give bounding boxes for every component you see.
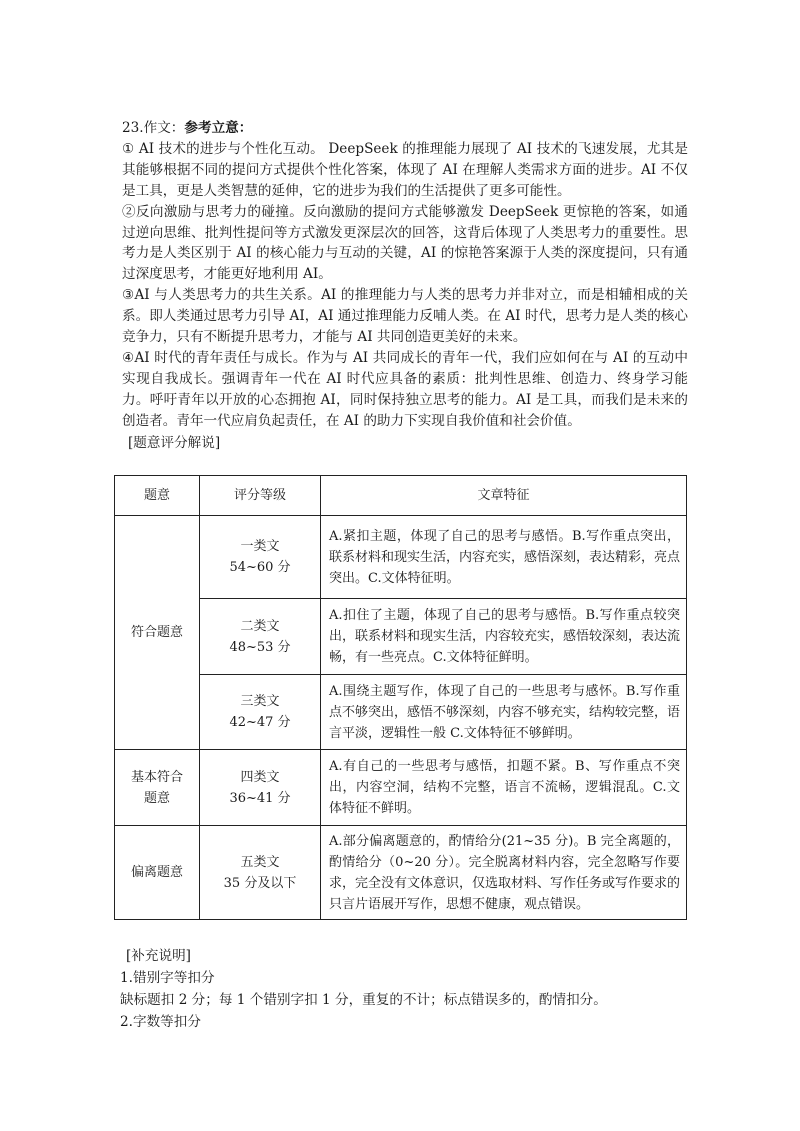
supplement-section (120, 945, 700, 1033)
grade-cell (200, 826, 321, 920)
table-row (115, 599, 687, 675)
grade-name: 三类文 (240, 694, 280, 709)
grade-score: 35 分及以下 (223, 875, 297, 891)
supplement-item: 缺标题扣 2 分；每 1 个错别字扣 1 分，重复的不计；标点错误多的，酌情扣分。 (120, 992, 607, 1008)
table-row (115, 826, 687, 920)
intent-paragraph-2: ②反向激励与思考力的碰撞。反向激励的提问方式能够激发 DeepSeek 更惊艳的答案，如通过逆向思维、批判性提问等方式激发更深层次的回答，这背后体现了人类思考力的重要性。思考力是人类区别于 AI 的核心能力与互动的关键，AI 的惊艳答案源于人类的深度提问，只有通过深度思考，才能更好地利用 AI。 (122, 203, 688, 283)
features-cell: A.围绕主题写作，体现了自己的一些思考与感怀。B.写作重点不够突出，感悟不够深刻，内容不够充实，结构较完整，语言平淡，逻辑性一般 C.文体特征不够鲜明。 (321, 675, 687, 750)
supplement-item: 2.字数等扣分 (120, 1014, 201, 1030)
category-line: 题意 (143, 790, 170, 806)
intent-paragraph-4: ④AI 时代的青年责任与成长。作为与 AI 共同成长的青年一代，我们应如何在与 AI 的互动中实现自我成长。强调青年一代在 AI 时代应具备的素质：批判性思维、创造力、终身学习能力。呼吁青年以开放的心态拥抱 AI，同时保持独立思考的能力。AI 是工具，而我们是未来的创造者。青年一代应肩负起责任，在 AI 的助力下实现自我价值和社会价值。 (122, 349, 688, 429)
intent-paragraph-3: ③AI 与人类思考力的共生关系。AI 的推理能力与人类的思考力并非对立，而是相辅相成的关系。即人类通过思考力引导 AI，AI 通过推理能力反哺人类。在 AI 时代，思考力是人类的核心竞争力，只有不断提升思考力，才能与 AI 共同创造更美好的未来。 (122, 287, 688, 346)
grade-name: 四类文 (240, 769, 280, 785)
reference-intent-section (122, 118, 688, 432)
grade-name: 五类文 (240, 854, 280, 870)
question-number: 23.作文： (122, 120, 185, 136)
question-heading (122, 118, 688, 139)
table-row (115, 516, 687, 599)
table-row (115, 675, 687, 750)
category-line: 基本符合 (130, 769, 183, 785)
category-cell (115, 750, 200, 826)
table-row (115, 750, 687, 826)
intent-paragraph-1: ① AI 技术的进步与个性化互动。 DeepSeek 的推理能力展现了 AI 技术的飞速发展，尤其是其能够根据不同的提问方式提供个性化答案，体现了 AI 在理解人类需求方面的进步。AI 不仅是工具，更是人类智慧的延伸，它的进步为我们的生活提供了更多可能性。 (122, 140, 688, 199)
grade-score: 54~60 分 (229, 560, 291, 575)
supplement-item: 1.错别字等扣分 (120, 970, 215, 986)
header-grade: 评分等级 (200, 476, 321, 516)
header-intent: 题意 (115, 476, 200, 516)
grade-cell (200, 750, 321, 826)
reference-intent-label: 参考立意： (184, 120, 253, 136)
grading-explanation-label: [题意评分解说] (128, 435, 221, 451)
grade-cell (200, 599, 321, 675)
features-cell: A.部分偏离题意的，酌情给分(21~35 分)。B 完全离题的，酌情给分（0~20 分）。完全脱离材料内容，完全忽略写作要求，完全没有文体意识，仅选取材料、写作任务或写作要求的只言片语展开写作，思想不健康，观点错误。 (321, 826, 687, 920)
category-cell: 偏离题意 (115, 826, 200, 920)
features-cell: A.扣住了主题，体现了自己的思考与感悟。B.写作重点较突出，联系材料和现实生活，内容较充实，感悟较深刻，表达流畅，有一些亮点。C.文体特征鲜明。 (321, 599, 687, 675)
grading-table (114, 475, 687, 920)
grade-cell (200, 516, 321, 599)
table-header-row (115, 476, 687, 516)
header-features: 文章特征 (321, 476, 687, 516)
category-cell: 符合题意 (115, 516, 200, 750)
supplement-title: [补充说明] (126, 948, 191, 964)
grade-cell (200, 675, 321, 750)
grade-name: 一类文 (240, 539, 280, 554)
grade-score: 36~41 分 (229, 790, 291, 806)
features-cell: A.有自己的一些思考与感悟，扣题不紧。B、写作重点不突出，内容空洞，结构不完整，语言不流畅，逻辑混乱。C.文体特征不鲜明。 (321, 750, 687, 826)
features-cell: A.紧扣主题，体现了自己的思考与感悟。B.写作重点突出，联系材料和现实生活，内容充实，感悟深刻，表达精彩，亮点突出。C.文体特征明。 (321, 516, 687, 599)
grade-score: 48~53 分 (229, 639, 291, 655)
grade-score: 42~47 分 (229, 715, 291, 730)
grade-name: 二类文 (240, 618, 280, 634)
